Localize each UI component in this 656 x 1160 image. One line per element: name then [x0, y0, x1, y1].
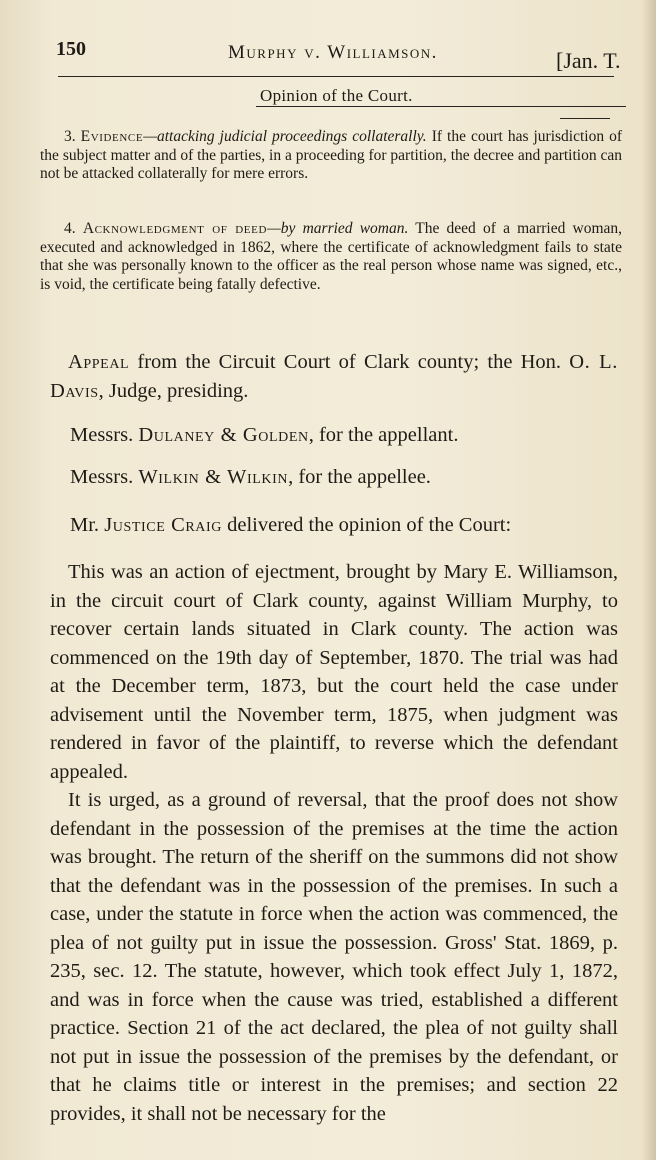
counsel-role: , for the appellant.	[308, 424, 459, 446]
judge-name: O. L. Davis	[50, 351, 619, 402]
syllabus-number: 4.	[64, 220, 76, 237]
counsel-names: Wilkin & Wilkin	[138, 466, 289, 488]
syllabus-number: 3.	[64, 128, 76, 145]
subheading-rule	[256, 106, 626, 107]
header-rule	[58, 76, 614, 77]
appeal-line	[50, 348, 618, 405]
syllabus-subheading: —attacking judicial proceedings collaterally.	[143, 128, 427, 145]
page-header	[56, 38, 636, 78]
counsel-role: , for the appellee.	[288, 466, 431, 488]
syllabus-heading: Acknowledgment of deed	[82, 220, 267, 237]
syllabus-4	[40, 220, 622, 294]
counsel-prefix: Messrs.	[70, 424, 139, 446]
opinion-intro	[70, 514, 511, 537]
appeal-text: from the Circuit Court of Clark county; the Hon.	[129, 351, 570, 373]
counsel-prefix: Messrs.	[70, 466, 139, 488]
syllabus-paragraph	[40, 220, 622, 294]
running-title: Murphy v. Williamson.	[228, 42, 438, 63]
counsel-appellee	[70, 466, 431, 489]
appeal-paragraph	[50, 348, 618, 405]
term-label: [Jan. T.	[556, 48, 621, 73]
page-spine-shadow	[642, 0, 656, 1160]
justice-name: Justice Craig	[104, 514, 222, 536]
opinion-paragraph: This was an action of ejectment, brought by Mary E. Williamson, in the circuit court of Clark county, against William Murphy, to recover certain lands situated in Clark county. The action was commenced on the 19th day of September, 1870. The trial was had at the December term, 1873, but the court held the case under advisement until the November term, 1875, when judgment was rendered in favor of the plaintiff, to reverse which the defendant appealed.	[50, 561, 618, 783]
opinion-paragraph: It is urged, as a ground of reversal, that the proof does not show defendant in the possession of the premises at the time the action was brought. The return of the sheriff on the summons did not show that the defendant was in the possession of the premises. In such a case, under the statute in force when the action was commenced, the plea of not guilty put in issue the possession. Gross' Stat. 1869, p. 235, sec. 12. The statute, however, which took effect July 1, 1872, and was in force when the cause was tried, established a different practice. Section 21 of the act declared, the plea of not guilty shall not put in issue the possession of the premises by the defendant, or that he claims title or interest in the premises; and section 22 provides, it shall not be necessary for the	[50, 789, 618, 1125]
syllabus-subheading: —by married woman.	[267, 220, 409, 237]
appeal-lead: Appeal	[68, 351, 130, 373]
short-rule	[560, 118, 610, 119]
intro-prefix: Mr.	[70, 514, 105, 536]
syllabus-text: The deed of a married woman, executed and acknowledged in 1862, where the certificate of acknowledgment fails to state that she was personally known to the officer as the real person whose name was signed, etc., is void, the certificate being fatally defective.	[40, 220, 623, 293]
counsel-names: Dulaney & Golden	[138, 424, 309, 446]
syllabus-text: If the court has jurisdiction of the subject matter and of the parties, in a proceeding for partition, the decree and partition can not be attacked collaterally for mere errors.	[40, 128, 623, 182]
appeal-text-end: , Judge, presiding.	[98, 379, 249, 402]
intro-text: delivered the opinion of the Court:	[221, 514, 512, 536]
syllabus-paragraph	[40, 128, 622, 184]
page-number: 150	[56, 38, 86, 60]
syllabus-3	[40, 128, 622, 184]
syllabus-heading: Evidence	[80, 128, 144, 145]
section-subheading: Opinion of the Court.	[260, 86, 413, 105]
counsel-appellant	[70, 424, 458, 447]
opinion-body	[50, 558, 618, 1128]
